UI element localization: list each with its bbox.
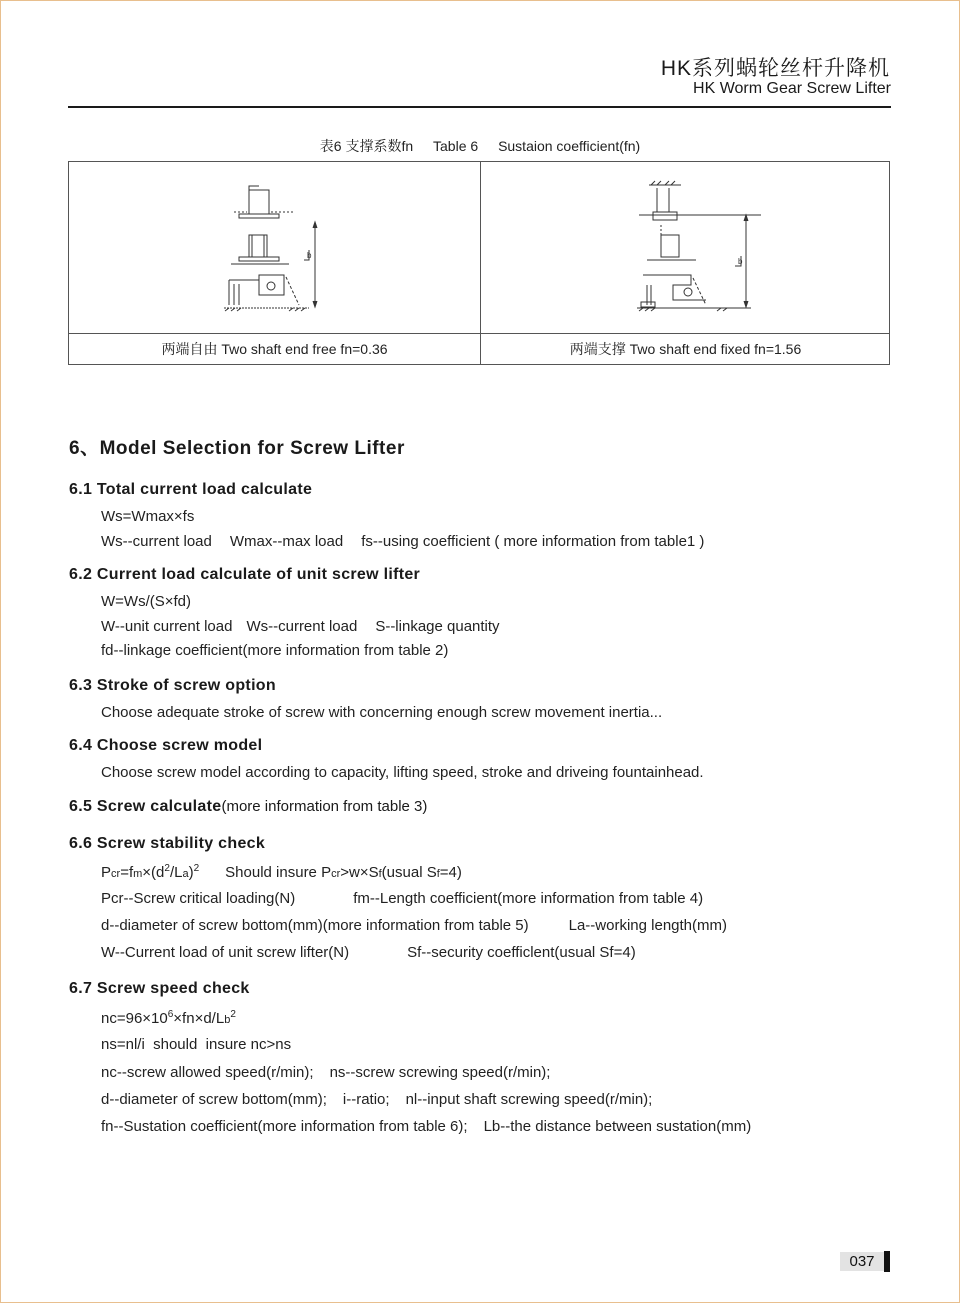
formula-subscript: m [133, 868, 143, 880]
def-s: S--linkage quantity [375, 618, 500, 635]
condition-subscript: f [436, 868, 440, 880]
formula-symbol: nc=96×10 [101, 1010, 168, 1027]
condition-6-7: ns=nl/i should insure nc>ns [101, 1036, 292, 1053]
subsection-6-1-title: 6.1 Total current load calculate [69, 481, 313, 498]
def-fm: fm--Length coefficient(more information from table 4) [353, 890, 704, 907]
def-ws: Ws--current load [246, 618, 358, 635]
formula-symbol: =f [120, 864, 134, 881]
def-fs: fs--using coefficient ( more information from table1 ) [361, 533, 705, 550]
def-d: d--diameter of screw bottom(mm)(more information from table 5) [101, 917, 529, 934]
table6-fixed-end-label: 两端支撑 Two shaft end fixed fn=1.56 [569, 341, 802, 357]
subsection-6-3-title: 6.3 Stroke of screw option [69, 677, 276, 694]
table6-free-end-label: 两端自由 Two shaft end free fn=0.36 [161, 341, 388, 357]
condition-text: (usual S [381, 864, 437, 881]
subsection-6-5-heading: 6.5 Screw calculate [69, 798, 222, 815]
formula-6-6 [101, 863, 462, 881]
dimension-lb-arrow [304, 222, 317, 307]
definitions-6-6-row2 [101, 917, 727, 934]
subsection-6-5-title [69, 798, 427, 816]
formula-subscript: b [224, 1014, 231, 1026]
def-ns: ns--screw screwing speed(r/min); [329, 1064, 551, 1081]
dimension-lb-arrow [735, 215, 748, 307]
def-ws: Ws--current load [101, 533, 212, 550]
formula-6-1: Ws=Wmax×fs [101, 508, 195, 525]
formula-superscript: 2 [193, 863, 200, 874]
def-fn: fn--Sustation coefficient(more information from table 6); [101, 1118, 468, 1135]
formula-symbol: ) [188, 864, 194, 881]
subsection-6-2-title: 6.2 Current load calculate of unit screw lifter [69, 566, 421, 583]
formula-6-7 [101, 1009, 236, 1027]
subsection-6-4-title: 6.4 Choose screw model [69, 737, 263, 754]
dimension-lb-label: b [307, 251, 312, 260]
definitions-6-7-row3 [101, 1118, 751, 1135]
formula-superscript: 2 [230, 1009, 236, 1020]
def-wmax: Wmax--max load [229, 533, 344, 550]
table6-caption-cn: 表6 支撑系数fn [319, 138, 414, 154]
table6-caption-en: Sustaion coefficient(fn) [498, 138, 641, 154]
page-number-bar [884, 1251, 890, 1272]
def-sf: Sf--security coefficlent(usual Sf=4) [407, 944, 636, 961]
lifter-gearbox [224, 275, 309, 311]
section-title: 6、Model Selection for Screw Lifter [69, 438, 405, 459]
lifter-gearbox [637, 275, 751, 311]
def-w: W--Current load of unit screw lifter(N) [101, 944, 350, 961]
definitions-6-2 [101, 618, 500, 635]
condition-subscript: cr [331, 868, 341, 880]
header-title-cn: HK系列蜗轮丝杆升降机 [660, 57, 890, 80]
dimension-lb-label: b [738, 257, 743, 266]
subsection-6-6-title: 6.6 Screw stability check [69, 835, 266, 852]
lifter-screw [647, 225, 696, 260]
formula-subscript: cr [111, 868, 121, 880]
formula-superscript: 2 [164, 863, 170, 874]
definitions-6-6-row1 [101, 890, 703, 907]
condition-text: >w×S [340, 864, 379, 881]
subsection-6-5-note: (more information from table 3) [221, 798, 428, 815]
def-nl: nl--input shaft screwing speed(r/min); [405, 1091, 653, 1108]
formula-subscript: a [182, 868, 189, 880]
page-number: 037 [840, 1252, 884, 1271]
condition-subscript: f [378, 868, 382, 880]
table6-caption [0, 136, 960, 156]
header-title-en: HK Worm Gear Screw Lifter [693, 80, 891, 97]
screw-lifter-fixed-end-diagram [631, 180, 761, 320]
def-nc: nc--screw allowed speed(r/min); [101, 1064, 314, 1081]
formula-superscript: 6 [167, 1009, 174, 1020]
definitions-6-6-row3 [101, 944, 636, 961]
def-w: W--unit current load [101, 618, 233, 635]
def-pcr: Pcr--Screw critical loading(N) [101, 890, 296, 907]
condition-text: =4) [439, 864, 462, 881]
definitions-6-7-row2 [101, 1091, 652, 1108]
screw-lifter-free-end-diagram [219, 180, 329, 320]
lifter-screw [231, 235, 289, 264]
header-rule [68, 106, 891, 108]
table6 [68, 161, 890, 365]
definitions-6-1 [101, 533, 704, 550]
definition-fd: fd--linkage coefficient(more information from table 2) [101, 642, 449, 659]
formula-6-2: W=Ws/(S×fd) [101, 593, 192, 610]
condition-text: Should insure P [225, 864, 332, 881]
lifter-top-plate [234, 186, 294, 218]
formula-symbol: ×fn×d/L [173, 1010, 225, 1027]
def-d: d--diameter of screw bottom(mm); [101, 1091, 327, 1108]
formula-symbol: P [101, 864, 112, 881]
definitions-6-7-row1 [101, 1064, 550, 1081]
def-lb: Lb--the distance between sustation(mm) [483, 1118, 752, 1135]
text-6-4: Choose screw model according to capacity, lifting speed, stroke and driveing fountainhead. [101, 764, 704, 781]
text-6-3: Choose adequate stroke of screw with concerning enough screw movement inertia... [101, 704, 663, 721]
top-fixed-support [639, 181, 761, 220]
subsection-6-7-title: 6.7 Screw speed check [69, 980, 250, 997]
def-i: i--ratio; [342, 1091, 390, 1108]
def-la: La--working length(mm) [568, 917, 728, 934]
formula-symbol: ×(d [142, 864, 165, 881]
formula-symbol: /L [169, 864, 183, 881]
table6-caption-number: Table 6 [433, 138, 479, 154]
